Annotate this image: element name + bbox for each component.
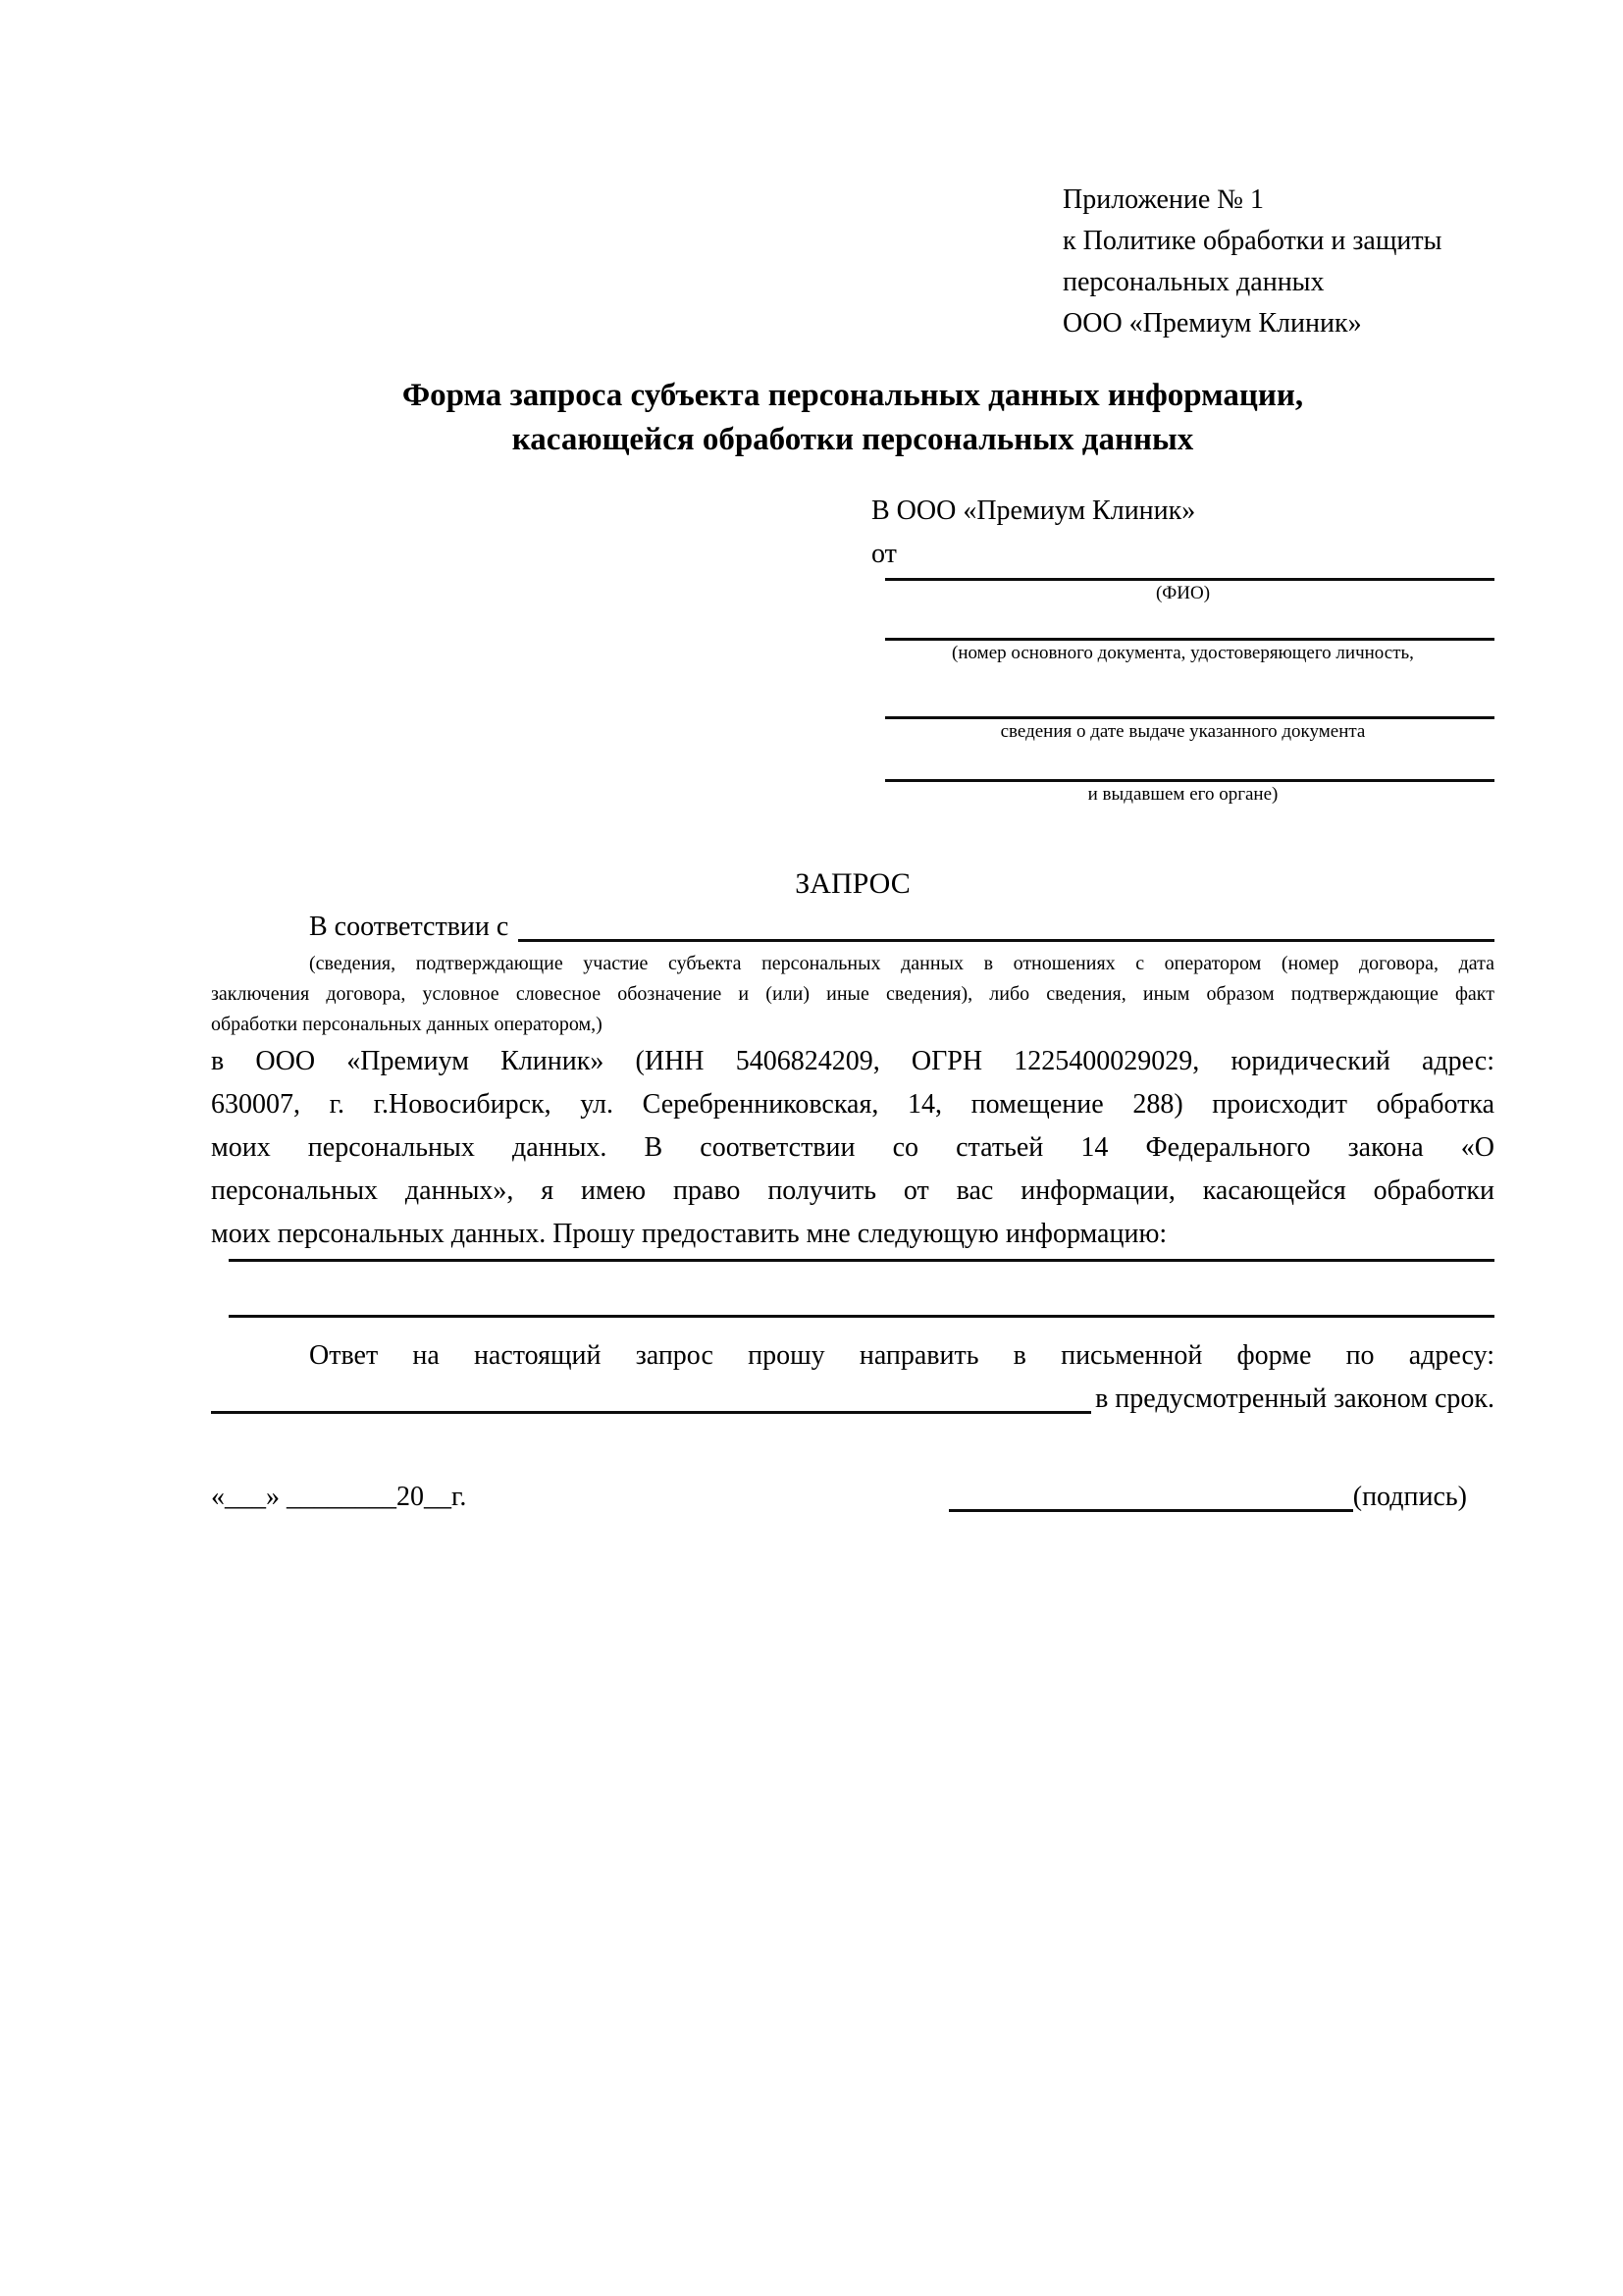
- smallprint-note: [211, 949, 1494, 1040]
- reply-deadline-text: в предусмотренный законом срок.: [1095, 1383, 1494, 1414]
- appendix-note-line: к Политике обработки и защиты: [1063, 226, 1442, 256]
- request-body-line: моих персональных данных. В соответствии со статьей 14 Федерального закона «О: [211, 1132, 1494, 1163]
- issue-date-caption: сведения о дате выдаче указанного документа: [1000, 721, 1366, 742]
- date-blank: «___» ________20__г.: [211, 1482, 467, 1512]
- fio-caption: (ФИО): [1155, 583, 1211, 603]
- request-body-line: в ООО «Премиум Клиник» (ИНН 5406824209, ОГРН 1225400029029, юридический адрес:: [211, 1046, 1494, 1076]
- accordance-row: [211, 906, 1494, 949]
- reply-request-text: Ответ на настоящий запрос прошу направить в письменной форме по адресу:: [309, 1340, 1494, 1371]
- appendix-note: [1063, 180, 1494, 344]
- addressee-from-label: от: [871, 539, 897, 569]
- appendix-note-line: Приложение № 1: [1063, 184, 1264, 215]
- document-title: [211, 374, 1494, 462]
- signature-caption: (подпись): [1352, 1482, 1467, 1512]
- document-title-line: Форма запроса субъекта персональных данных информации,: [401, 378, 1304, 413]
- signature-blank-line: [949, 1509, 1353, 1512]
- smallprint-line: обработки персональных данных оператором,): [211, 1014, 602, 1035]
- request-body: [211, 1040, 1494, 1256]
- footer-row: [211, 1476, 1494, 1519]
- request-body-line: моих персональных данных. Прошу предоставить мне следующую информацию:: [211, 1219, 1168, 1249]
- request-heading: ЗАПРОС: [795, 867, 911, 900]
- request-body-line: персональных данных», я имею право получить от вас информации, касающейся обработки: [211, 1175, 1494, 1206]
- information-blank-line: [229, 1259, 1494, 1262]
- smallprint-line: заключения договора, условное словесное обозначение и (или) иные сведения), либо сведения, иным образом подтверждающие факт: [211, 983, 1494, 1005]
- accordance-blank-line: [518, 906, 1494, 942]
- reply-address-row: [211, 1378, 1494, 1421]
- accordance-prefix: В соответствии с: [309, 912, 509, 942]
- appendix-note-line: ООО «Премиум Клиник»: [1063, 308, 1362, 339]
- addressee-block: [871, 490, 1494, 808]
- information-blank-line: [229, 1315, 1494, 1318]
- appendix-note-line: персональных данных: [1063, 267, 1325, 297]
- request-body-line: 630007, г. г.Новосибирск, ул. Серебренниковская, 14, помещение 288) происходит обработка: [211, 1089, 1494, 1120]
- document-number-caption: (номер основного документа, удостоверяющего личность,: [952, 643, 1414, 663]
- document-content: [211, 180, 1494, 1519]
- signature-group: [949, 1476, 1467, 1519]
- addressee-to: В ООО «Премиум Клиник»: [871, 496, 1196, 526]
- issuing-authority-caption: и выдавшем его органе): [1087, 784, 1279, 805]
- smallprint-line: (сведения, подтверждающие участие субъекта персональных данных в отношениях с оператором (номер договора, дата: [309, 953, 1494, 974]
- address-blank-line: [211, 1378, 1091, 1414]
- document-title-line: касающейся обработки персональных данных: [511, 422, 1194, 457]
